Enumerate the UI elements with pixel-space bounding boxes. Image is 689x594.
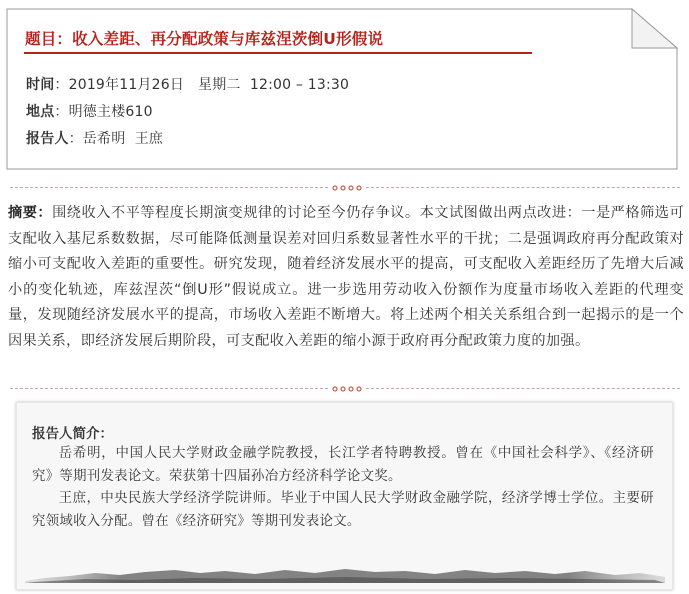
place-label: 地点 [26,104,55,120]
separator-dots-icon [332,183,362,193]
speaker-value: ：岳希明 王庶 [68,131,164,147]
event-speaker [26,128,163,148]
bio-text [32,443,654,533]
place-value: ：明德主楼610 [54,104,153,120]
separator-line-left [10,388,328,390]
abstract-label: 摘要： [8,205,53,221]
event-title: 题目：收入差距、再分配政策与库兹涅茨倒U形假说 [25,30,384,48]
bio-title: 报告人简介： [32,426,113,442]
title-underline [24,52,532,54]
speaker-label: 报告人 [26,131,69,147]
separator-top [10,183,680,193]
event-place [26,101,153,121]
speaker-bio-box [16,402,673,590]
event-info-card [6,8,678,170]
abstract-paragraph [8,201,684,355]
separator-line-right [366,388,680,390]
abstract-text: 围绕收入不平等程度长期演变规律的讨论至今仍存争议。本文试图做出两点改进：一是严格筛选可支配收入基尼系数数据，尽可能降低测量误差对回归系数显著性水平的干扰；二是强调政府再分配政策对缩小可支配收入差距的重要性。研究发现，随着经济发展水平的提高，可支配收入差距经历了先增大后减小的变化轨迹，库兹涅茨“倒U形”假说成立。进一步选用劳动收入份额作为度量市场收入差距的代理变量，发现随经济发展水平的提高，市场收入差距不断增大。将上述两个相关关系组合到一起揭示的是一个因果关系，即经济发展后期阶段，可支配收入差距的缩小源于政府再分配政策力度的加强。 [8,205,684,349]
time-value: ：2019年11月26日 星期二 12:00 – 13:30 [54,77,350,93]
bio-paragraph-wang: 王庶，中央民族大学经济学院讲师。毕业于中国人民大学财政金融学院，经济学博士学位。主要研究领域收入分配。曾在《经济研究》等期刊发表论文。 [32,491,654,529]
separator-bottom [10,384,680,394]
separator-line-left [10,187,328,189]
time-label: 时间 [26,77,55,93]
event-time [26,74,349,94]
ink-mountains-decoration [25,561,665,583]
bio-paragraph-yue: 岳希明，中国人民大学财政金融学院教授，长江学者特聘教授。曾在《中国社会科学》、《经济研究》等期刊发表论文。荣获第十四届孙冶方经济科学论文奖。 [32,446,654,484]
separator-dots-icon [332,384,362,394]
separator-line-right [366,187,680,189]
